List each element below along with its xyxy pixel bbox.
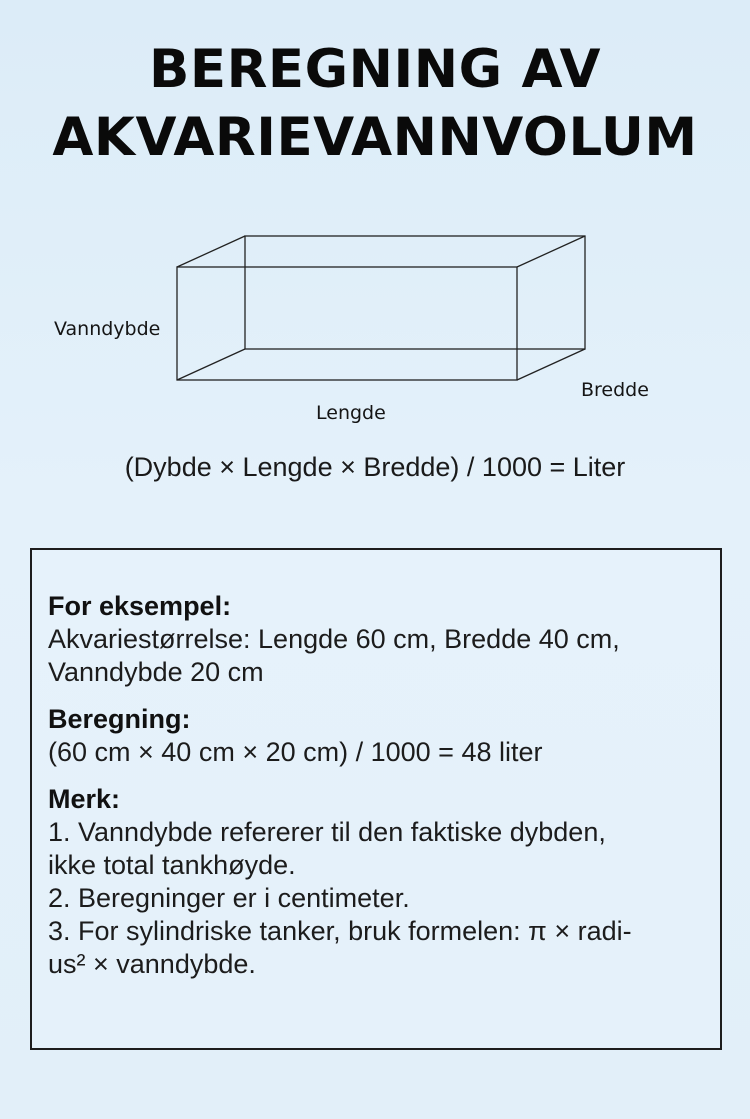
volume-formula: (Dybde × Lengde × Bredde) / 1000 = Liter xyxy=(124,452,626,482)
tank-edge-bottom-left xyxy=(177,349,245,380)
tank-wireframe xyxy=(0,0,750,440)
tank-back-face xyxy=(245,236,585,349)
note-heading: Merk: xyxy=(48,784,121,814)
title-line-1: BEREGNING AV xyxy=(149,39,601,100)
example-box xyxy=(30,548,722,1050)
calculation-heading: Beregning: xyxy=(48,704,191,734)
example-section xyxy=(48,590,704,689)
tank-edge-top-left xyxy=(177,236,245,267)
tank-edge-top-right xyxy=(517,236,585,267)
note-line: 3. For sylindriske tanker, bruk formelen: π × radi- xyxy=(48,916,632,946)
tank-diagram xyxy=(0,0,750,440)
note-section xyxy=(48,783,704,981)
tank-front-face xyxy=(177,267,517,380)
note-line: 1. Vanndybde refererer til den faktiske dybden, xyxy=(48,817,606,847)
note-line: ikke total tankhøyde. xyxy=(48,850,296,880)
calculation-section xyxy=(48,703,704,769)
note-line: us² × vanndybde. xyxy=(48,949,256,979)
depth-label: Vanndybde xyxy=(54,318,161,340)
width-label: Bredde xyxy=(581,379,649,401)
length-label: Lengde xyxy=(316,402,386,424)
example-heading: For eksempel: xyxy=(48,591,232,621)
tank-edge-bottom-right xyxy=(517,349,585,380)
calculation-line: (60 cm × 40 cm × 20 cm) / 1000 = 48 liter xyxy=(48,737,543,767)
example-line: Vanndybde 20 cm xyxy=(48,657,264,687)
title-line-2: AKVARIEVANNVOLUM xyxy=(52,107,698,168)
tank-edges xyxy=(177,236,585,380)
note-line: 2. Beregninger er i centimeter. xyxy=(48,883,410,913)
example-line: Akvariestørrelse: Lengde 60 cm, Bredde 40 cm, xyxy=(48,624,620,654)
